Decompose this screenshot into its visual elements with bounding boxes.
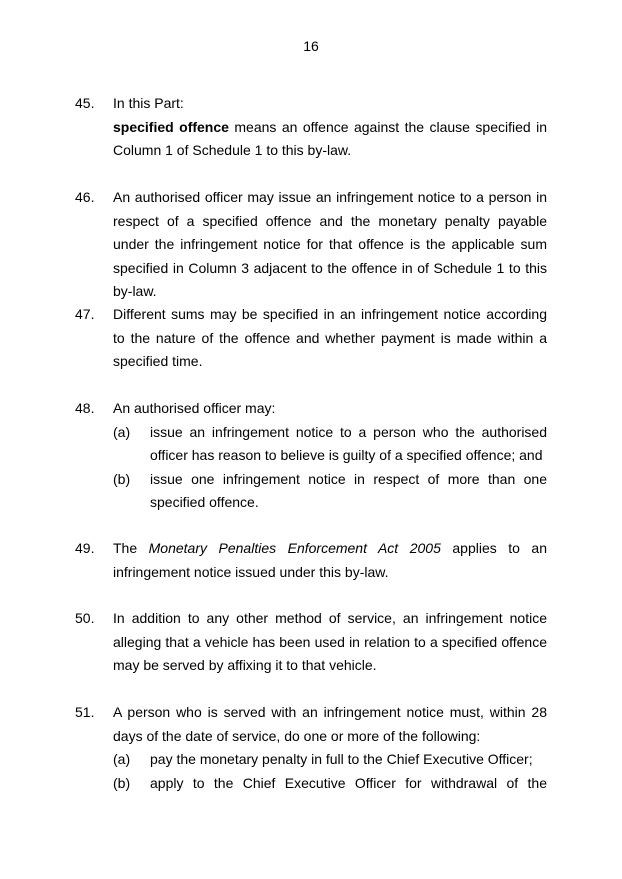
act-title: Monetary Penalties Enforcement Act 2005: [148, 540, 441, 556]
clause-text: A person who is served with an infringement notice must, within 28 days of the date of service, do one or more of the following:: [113, 704, 547, 744]
clause-intro: In this Part:: [113, 95, 184, 111]
definition: [113, 116, 547, 163]
clause-text: An authorised officer may:: [113, 400, 276, 416]
sub-item: [113, 748, 547, 772]
clause-49: [75, 537, 547, 584]
sub-item-label: (a): [113, 423, 131, 440]
sub-item-label: (b): [113, 774, 131, 791]
clause-text: In addition to any other method of service, an infringement notice alleging that a vehicle has been used in relation to a specified offence may be served by affixing it to that vehicle.: [113, 610, 547, 673]
clause-number: 51.: [75, 704, 95, 720]
clause-body: [113, 701, 547, 795]
sub-item: [113, 421, 547, 468]
clause-51: [75, 701, 547, 795]
clause-text: [113, 537, 547, 584]
clause-body: [113, 607, 547, 678]
clause-number: 50.: [75, 610, 95, 626]
clause-text: Different sums may be specified in an infringement notice according to the nature of the offence and whether payment is made within a specified time.: [113, 306, 547, 369]
sub-item-label: (b): [113, 470, 131, 487]
clause-body: [113, 537, 547, 584]
clause-number: 46.: [75, 189, 95, 205]
sub-item-text: issue an infringement notice to a person who the authorised officer has reason to believe is guilty of a specified offence; and: [150, 423, 547, 463]
clause-body: [113, 186, 547, 304]
clause-45: [75, 92, 547, 163]
defined-term: specified offence: [113, 118, 229, 135]
clause-text-post: applies to an infringement notice issued under this by-law.: [113, 540, 547, 580]
clause-number: 49.: [75, 540, 95, 556]
clause-text-pre: The: [113, 540, 149, 556]
sub-item: [113, 772, 547, 796]
sub-item-text: apply to the Chief Executive Officer for withdrawal of the: [150, 774, 547, 791]
clause-number: 47.: [75, 306, 95, 322]
sub-item: [113, 468, 547, 515]
clause-46: [75, 186, 547, 304]
clause-body: [113, 92, 547, 163]
sub-item-text: pay the monetary penalty in full to the Chief Executive Officer;: [150, 751, 533, 767]
clause-50: [75, 607, 547, 678]
clause-text: An authorised officer may issue an infringement notice to a person in respect of a specified offence and the monetary penalty payable under the infringement notice for that offence is the applicable sum specified in Column 3 adjacent to the offence in of Schedule 1 to this by-law.: [113, 189, 547, 299]
clause-body: [113, 397, 547, 515]
sub-item-text: issue one infringement notice in respect of more than one specified offence.: [150, 470, 547, 510]
clause-48: [75, 397, 547, 515]
page-number: 16: [303, 38, 319, 54]
clause-number: 45.: [75, 95, 95, 111]
clause-47: [75, 303, 547, 374]
definition-text: means an offence against the clause specified in Column 1 of Schedule 1 to this by-law.: [113, 118, 548, 158]
clause-body: [113, 303, 547, 374]
sub-item-label: (a): [113, 751, 131, 767]
clause-number: 48.: [75, 400, 95, 416]
